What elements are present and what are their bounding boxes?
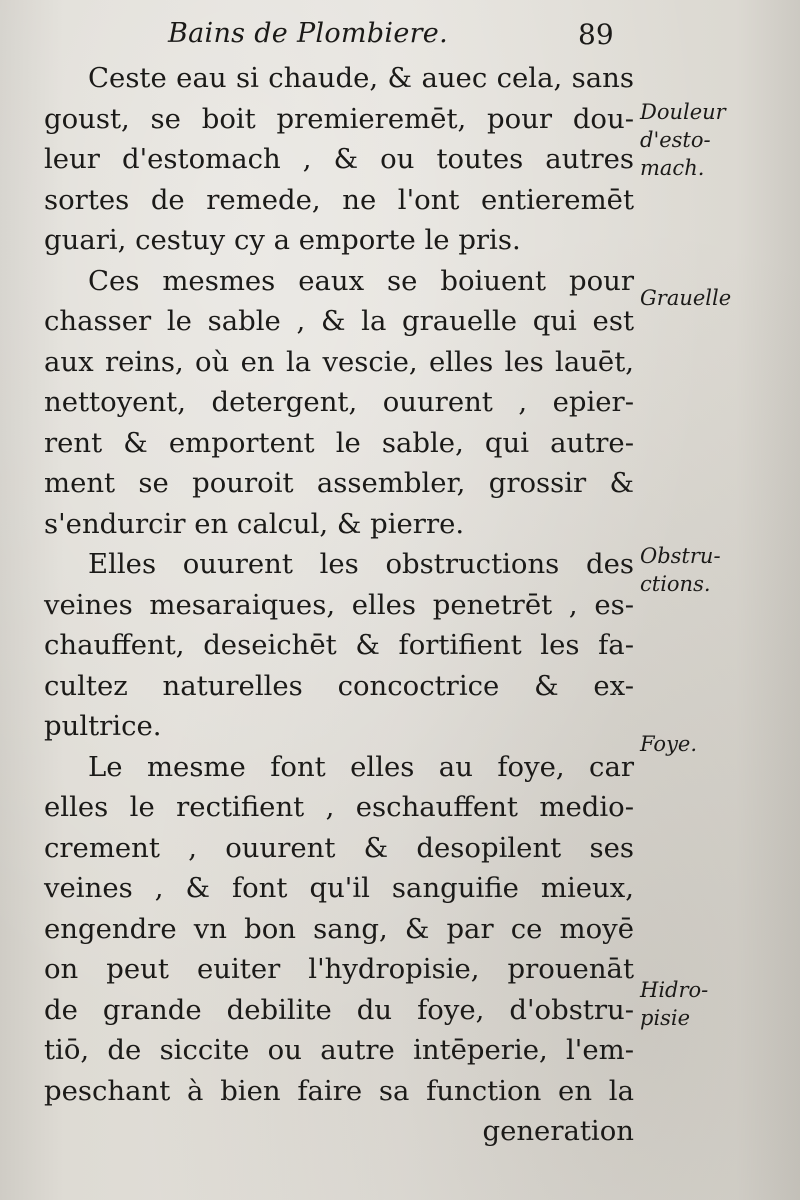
margin-note-foye bbox=[640, 730, 790, 758]
text-line: pultrice. bbox=[44, 710, 162, 742]
text-line: elles le rectifient , eschauffent medio- bbox=[44, 791, 634, 823]
margin-note-obstructions bbox=[640, 542, 790, 598]
text-line: s'endurcir en calcul, & pierre. bbox=[44, 507, 465, 540]
text-line: leur d'estomach , & ou toutes autres bbox=[44, 143, 634, 175]
text-line: crement , ouurent & desopilent ses bbox=[44, 831, 634, 864]
text-line: Ces mesmes eaux se boiuent pour bbox=[88, 264, 634, 297]
text-line: veines mesaraiques, elles penetrēt , es- bbox=[44, 588, 634, 621]
text-line: Ceste eau si chaude, & auec cela, sans bbox=[88, 62, 634, 94]
text-line: chauffent, deseichēt & fortifient les fa- bbox=[44, 629, 634, 661]
page-number: 89 bbox=[578, 18, 614, 51]
text-line: guari, cestuy cy a emporte le pris. bbox=[44, 224, 521, 256]
margin-note-line: mach. bbox=[640, 156, 705, 180]
catchword: generation bbox=[482, 1115, 634, 1147]
text-line: nettoyent, detergent, ouurent , epier- bbox=[44, 386, 634, 418]
text-line: de grande debilite du foye, d'obstru- bbox=[44, 993, 634, 1026]
margin-note-grauelle bbox=[640, 284, 790, 312]
text-line: on peut euiter l'hydropisie, prouenāt bbox=[44, 953, 634, 985]
text-line: veines , & font qu'il sanguifie mieux, bbox=[44, 872, 634, 904]
text-line: Elles ouurent les obstructions des bbox=[88, 548, 634, 580]
text-line: rent & emportent le sable, qui autre- bbox=[44, 426, 634, 459]
margin-note-line: Grauelle bbox=[640, 286, 732, 310]
text-line: ment se pouroit assembler, grossir & bbox=[44, 467, 634, 499]
text-line: sortes de remede, ne l'ont entieremēt bbox=[44, 183, 634, 216]
running-title: Bains de Plombiere. bbox=[168, 18, 448, 49]
text-line: peschant à bien faire sa function en la bbox=[44, 1074, 634, 1107]
margin-note-line: Douleur bbox=[640, 100, 726, 124]
text-line: aux reins, où en la vescie, elles les lauēt, bbox=[44, 345, 634, 378]
margin-note-douleur bbox=[640, 98, 790, 182]
text-line: tiō, de siccite ou autre intēperie, l'em- bbox=[44, 1034, 634, 1066]
text-line: chasser le sable , & la grauelle qui est bbox=[44, 305, 634, 337]
margin-note-line: Hidro- bbox=[640, 978, 709, 1002]
text-line: cultez naturelles concoctrice & ex- bbox=[44, 669, 634, 702]
text-line: goust, se boit premieremēt, pour dou- bbox=[44, 102, 634, 135]
margin-note-line: Obstru- bbox=[640, 544, 721, 568]
text-line: engendre vn bon sang, & par ce moyē bbox=[44, 912, 634, 945]
margin-note-line: d'esto- bbox=[640, 128, 711, 152]
margin-note-line: ctions. bbox=[640, 572, 711, 596]
text-line: Le mesme font elles au foye, car bbox=[88, 750, 634, 783]
margin-note-line: Foye. bbox=[640, 732, 698, 756]
margin-note-line: pisie bbox=[640, 1006, 691, 1030]
margin-note-hidropisie bbox=[640, 976, 790, 1032]
